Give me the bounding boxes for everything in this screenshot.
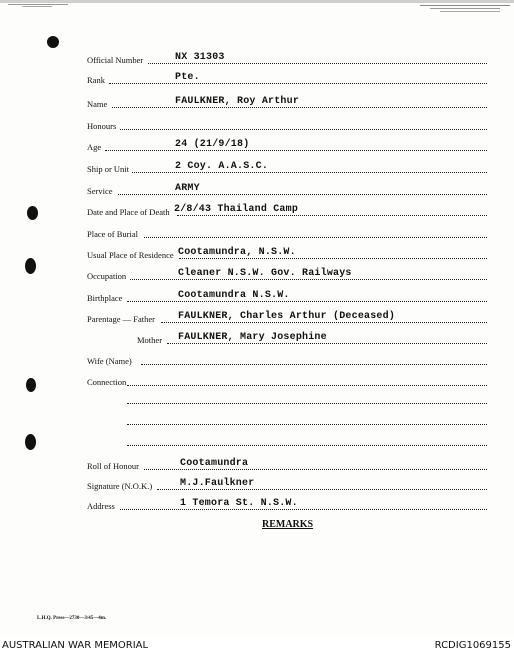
value-address: 1 Temora St. N.S.W. bbox=[180, 498, 298, 509]
value-rank: Pte. bbox=[175, 72, 200, 83]
row-honours bbox=[87, 118, 487, 132]
label-address: Address bbox=[87, 501, 115, 511]
value-ship-or-unit: 2 Coy. A.A.S.C. bbox=[175, 161, 269, 172]
label-service: Service bbox=[87, 186, 113, 196]
printer-imprint: L.H.Q. Press—2730—3/45—4m. bbox=[37, 616, 107, 621]
punch-hole bbox=[25, 434, 36, 450]
value-birthplace: Cootamundra N.S.W. bbox=[178, 290, 290, 301]
scan-edge-noise bbox=[0, 0, 514, 16]
remarks-heading: REMARKS bbox=[262, 519, 314, 530]
label-official-number: Official Number bbox=[87, 55, 144, 65]
row-roll-of-honour bbox=[87, 458, 487, 472]
row-birthplace bbox=[87, 290, 487, 304]
row-age bbox=[87, 139, 487, 153]
row-usual-residence bbox=[87, 247, 487, 261]
punch-hole bbox=[26, 378, 36, 392]
label-connection: Connection bbox=[87, 377, 127, 387]
row-signature bbox=[87, 478, 487, 492]
label-roll-of-honour: Roll of Honour bbox=[87, 461, 139, 471]
label-ship-or-unit: Ship or Unit bbox=[87, 164, 130, 174]
label-rank: Rank bbox=[87, 75, 105, 85]
footer-bar bbox=[0, 638, 514, 654]
label-mother: Mother bbox=[137, 335, 163, 345]
row-ship-or-unit bbox=[87, 161, 487, 175]
label-name: Name bbox=[87, 99, 108, 109]
row-date-place-death bbox=[87, 204, 487, 218]
value-mother: FAULKNER, Mary Josephine bbox=[178, 332, 327, 343]
label-place-of-burial: Place of Burial bbox=[87, 229, 138, 239]
label-parentage-father: Parentage — Father bbox=[87, 314, 155, 324]
footer-institution: AUSTRALIAN WAR MEMORIAL bbox=[2, 640, 149, 651]
punch-hole bbox=[47, 36, 59, 48]
row-wife bbox=[87, 353, 487, 367]
value-service: ARMY bbox=[175, 183, 200, 194]
label-honours: Honours bbox=[87, 121, 117, 131]
label-signature: Signature (N.O.K.) bbox=[87, 481, 153, 491]
row-place-of-burial bbox=[87, 226, 487, 240]
value-official-number: NX 31303 bbox=[175, 52, 225, 63]
value-age: 24 (21/9/18) bbox=[175, 139, 250, 150]
value-signature: M.J.Faulkner bbox=[180, 478, 255, 489]
value-roll-of-honour: Cootamundra bbox=[180, 458, 249, 469]
row-address bbox=[87, 498, 487, 512]
row-name bbox=[87, 96, 487, 110]
label-age: Age bbox=[87, 142, 102, 152]
row-rank bbox=[87, 72, 487, 86]
label-wife: Wife (Name) bbox=[87, 356, 132, 366]
blank-line bbox=[127, 424, 487, 425]
label-date-place-death: Date and Place of Death bbox=[87, 207, 170, 217]
row-connection bbox=[87, 374, 487, 388]
value-date-place-death: 2/8/43 Thailand Camp bbox=[174, 204, 299, 215]
value-parentage-father: FAULKNER, Charles Arthur (Deceased) bbox=[178, 311, 396, 322]
value-usual-residence: Cootamundra, N.S.W. bbox=[178, 247, 296, 258]
value-occupation: Cleaner N.S.W. Gov. Railways bbox=[178, 268, 352, 279]
label-usual-residence: Usual Place of Residence bbox=[87, 250, 174, 260]
row-mother bbox=[137, 332, 487, 346]
punch-hole bbox=[27, 206, 38, 220]
label-birthplace: Birthplace bbox=[87, 293, 123, 303]
footer-record-id: RCDIG1069155 bbox=[434, 640, 511, 651]
blank-line bbox=[127, 445, 487, 446]
blank-line bbox=[127, 403, 487, 404]
row-service bbox=[87, 183, 487, 197]
row-occupation bbox=[87, 268, 487, 282]
row-parentage-father bbox=[87, 311, 487, 325]
value-name: FAULKNER, Roy Arthur bbox=[175, 96, 300, 107]
punch-hole bbox=[25, 258, 36, 274]
label-occupation: Occupation bbox=[87, 271, 127, 281]
row-official-number bbox=[87, 52, 487, 66]
